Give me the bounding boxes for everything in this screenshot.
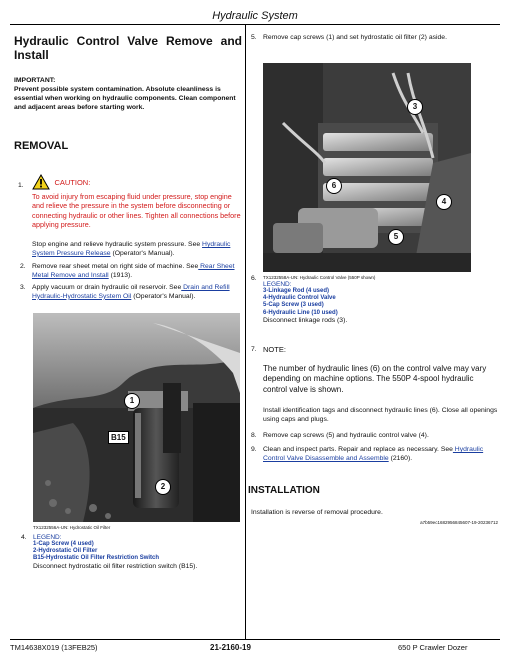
link-rear-sheet-metal[interactable]: Rear Sheet Metal Remove and Install (32, 263, 235, 279)
link-drain-refill[interactable]: Drain and Refill Hydraulic-Hydrostatic System Oil (32, 284, 230, 300)
step-number: 2. (20, 263, 26, 270)
footer-page-number: 21-2160-19 (210, 643, 251, 652)
callout-5: 5 (388, 229, 404, 245)
installation-heading: INSTALLATION (248, 485, 320, 496)
step-3 (20, 284, 240, 302)
step-number: 5. (251, 34, 257, 41)
step-number: 6. (251, 275, 257, 282)
step-5 (251, 34, 499, 43)
legend-title: LEGEND: (263, 281, 292, 288)
note-text: The number of hydraulic lines (6) on the control valve may vary depending on machine options. The 550P 4-spool hydraulic control valve is shown. (263, 363, 487, 394)
legend-item: B15-Hydrostatic Oil Filter Restriction Switch (33, 555, 160, 562)
footer-machine-name: 650 P Crawler Dozer (398, 643, 468, 652)
callout-4: 4 (436, 194, 452, 210)
step-number: 3. (20, 284, 26, 291)
step-7 (251, 345, 499, 425)
step-9 (251, 446, 499, 464)
page-header-title: Hydraulic System (212, 10, 298, 22)
legend-item: 1-Cap Screw (4 used) (33, 541, 94, 547)
step-2 (20, 263, 240, 281)
column-divider (245, 24, 246, 639)
step-text: Stop engine and relieve hydraulic system pressure. See (32, 241, 201, 248)
step-text: Clean and inspect parts. Repair and replace as necessary. See (263, 446, 453, 453)
important-text: Prevent possible system contamination. Absolute cleanliness is essential when working on hydraulic components. Clean component and adjacent areas before starting work. (14, 86, 236, 111)
step-number: 4. (21, 534, 27, 541)
step-suffix: (Operator's Manual). (131, 292, 196, 300)
step-text: Disconnect hydrostatic oil filter restriction switch (B15). (33, 562, 198, 570)
legend-item: 3-Linkage Rod (4 used) (263, 288, 330, 294)
step-number: 7. (251, 346, 257, 353)
step-text: Remove cap screws (5) and hydraulic control valve (4). (263, 432, 429, 439)
header-rule (10, 24, 500, 25)
caution-label: CAUTION: (54, 178, 91, 187)
photo-caption: TX1232556A-UN: Hydrostatic Oil Filter (33, 525, 111, 530)
step-text: Install identification tags and disconnect hydraulic lines (6). Close all openings using caps and plugs. (263, 407, 498, 424)
legend-item: 4-Hydraulic Control Valve (263, 295, 336, 302)
important-notice (14, 76, 242, 112)
callout-6: 6 (326, 178, 342, 194)
step-number: 9. (251, 446, 257, 453)
step-suffix: (1913). (108, 271, 133, 279)
photo-caption: TX1232558A-UN: Hydraulic Control Valve (550P shown) (263, 275, 376, 280)
legend-title: LEGEND: (33, 534, 62, 541)
step-suffix: (2160). (388, 454, 413, 462)
footer-rule (10, 639, 500, 640)
legend-item: 5-Cap Screw (3 used) (263, 302, 324, 309)
valve-photo-illustration (263, 63, 471, 272)
callout-1: 1 (124, 393, 140, 409)
step-1-body (32, 241, 240, 259)
footer-manual-id: TM14638X019 (13FEB25) (10, 643, 98, 652)
document-id: a7b59ec1682956845607-19-20236712 (420, 520, 498, 525)
step-suffix: (Operator's Manual). (110, 249, 175, 257)
warning-triangle-icon (32, 174, 50, 190)
step-8 (251, 432, 499, 441)
step-4 (21, 534, 243, 571)
legend-item: 2-Hydrostatic Oil Filter (33, 548, 98, 555)
step-number: 1. (18, 182, 24, 189)
step-text: Apply vacuum or drain hydraulic oil reservoir. See (32, 284, 182, 291)
photo-hydraulic-control-valve (263, 63, 471, 272)
callout-b15: B15 (108, 431, 129, 444)
step-text: Disconnect linkage rods (3). (263, 316, 348, 324)
photo-hydrostatic-oil-filter (33, 313, 240, 522)
caution-block (18, 172, 242, 230)
filter-photo-illustration (33, 313, 240, 522)
step-number: 8. (251, 432, 257, 439)
removal-heading: REMOVAL (14, 140, 69, 152)
callout-2: 2 (155, 479, 171, 495)
installation-text: Installation is reverse of removal procedure. (251, 509, 383, 516)
important-label: IMPORTANT: (14, 77, 56, 84)
link-pressure-release[interactable]: Hydraulic System Pressure Release (32, 241, 231, 257)
section-title: Hydraulic Control Valve Remove and Install (14, 34, 242, 62)
link-valve-disassemble[interactable]: Hydraulic Control Valve Disassemble and Assemble (263, 446, 484, 462)
step-text: Remove cap screws (1) and set hydrostatic oil filter (2) aside. (263, 34, 447, 41)
step-text: Remove rear sheet metal on right side of machine. See (32, 263, 199, 270)
caution-text: To avoid injury from escaping fluid under pressure, stop engine and relieve the pressure in the system before disconnecting or connecting hydraulic or other lines. Tighten all connections before applying pressure. (32, 192, 241, 230)
callout-3: 3 (407, 99, 423, 115)
step-6 (251, 275, 499, 326)
note-label: NOTE: (263, 345, 286, 354)
legend-item: 6-Hydraulic Line (10 used) (263, 309, 338, 316)
